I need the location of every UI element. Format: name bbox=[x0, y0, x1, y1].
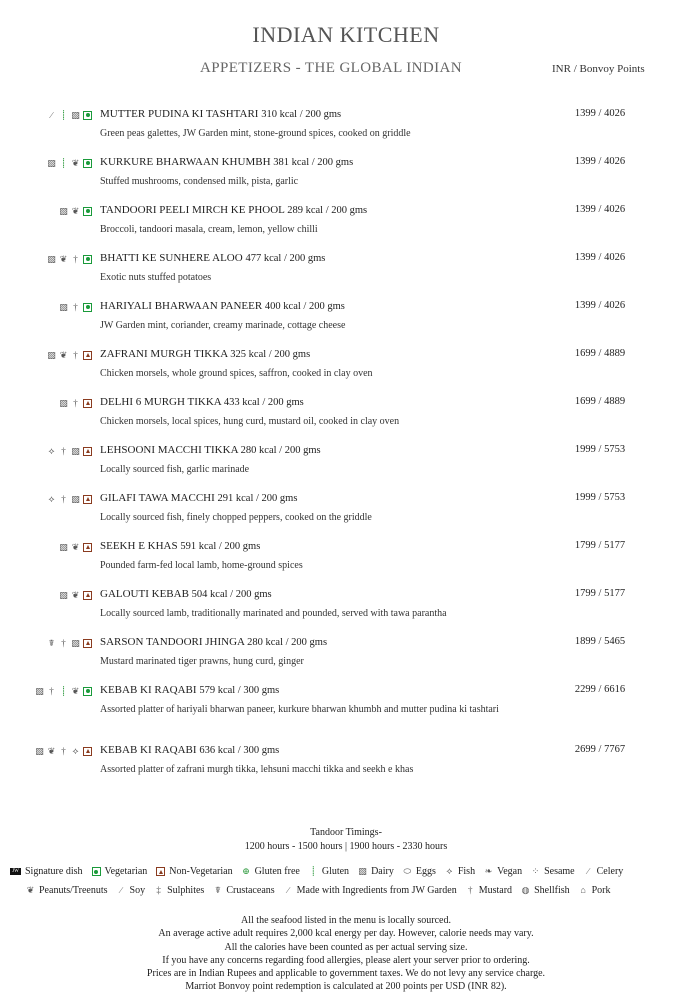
nonveg-icon bbox=[83, 399, 92, 408]
peanuts-icon: ❦ bbox=[59, 349, 68, 360]
sesame-icon: ⁘ bbox=[531, 866, 540, 876]
menu-item-description: JW Garden mint, coriander, creamy marinade, cottage cheese bbox=[100, 320, 346, 331]
shellfish-icon: ◍ bbox=[521, 885, 530, 895]
menu-item-price: 2299 / 6616 bbox=[574, 684, 626, 695]
menu-item-title: DELHI 6 MURGH TIKKA bbox=[100, 396, 222, 408]
menu-item-name bbox=[100, 396, 304, 408]
menu-item-title: MUTTER PUDINA KI TASHTARI bbox=[100, 108, 259, 120]
jw-garden-icon: ∕ bbox=[287, 885, 289, 895]
menu-item-title: LEHSOONI MACCHI TIKKA bbox=[100, 444, 238, 456]
legend-row-2 bbox=[10, 885, 695, 896]
menu-item-icons bbox=[59, 398, 92, 408]
menu-item-title: TANDOORI PEELI MIRCH KE PHOOL bbox=[100, 204, 285, 216]
dairy-icon: ▧ bbox=[59, 589, 68, 600]
timings-label: Tandoor Timings- bbox=[310, 827, 382, 838]
menu-item-kcal: 289 kcal / 200 gms bbox=[287, 205, 368, 216]
menu-item-title: SEEKH E KHAS bbox=[100, 540, 178, 552]
menu-item-name bbox=[100, 108, 341, 120]
menu-item-title: BHATTI KE SUNHERE ALOO bbox=[100, 252, 243, 264]
dairy-icon: ▧ bbox=[47, 349, 56, 360]
peanuts-icon: ❦ bbox=[26, 885, 35, 895]
dairy-icon: ▧ bbox=[71, 445, 80, 456]
footer-note: An average active adult requires 2,000 kcal energy per day. However, calorie needs may vary. bbox=[158, 928, 534, 940]
legend-item-veg bbox=[92, 866, 148, 877]
legend-item-eggs bbox=[403, 866, 436, 877]
veg-icon bbox=[92, 867, 101, 876]
nonveg-icon bbox=[156, 867, 165, 876]
mustard-icon: † bbox=[73, 301, 78, 312]
menu-item-description: Stuffed mushrooms, condensed milk, pista, garlic bbox=[100, 176, 299, 187]
nonveg-icon bbox=[83, 543, 92, 552]
menu-item bbox=[0, 348, 700, 396]
menu-item-title: KEBAB KI RAQABI bbox=[100, 744, 197, 756]
menu-item-price: 1399 / 4026 bbox=[574, 108, 626, 119]
legend-item-dairy bbox=[358, 866, 394, 877]
menu-item-icons bbox=[47, 494, 92, 504]
veg-icon bbox=[83, 687, 92, 696]
menu-item-description: Chicken morsels, whole ground spices, saffron, cooked in clay oven bbox=[100, 368, 373, 379]
gluten-icon: ⸽ bbox=[62, 685, 65, 696]
legend-label: Crustaceans bbox=[226, 885, 275, 896]
peanuts-icon: ❦ bbox=[71, 589, 80, 600]
legend-label: Peanuts/Treenuts bbox=[39, 885, 108, 896]
legend-item-vegan bbox=[484, 866, 522, 877]
mustard-icon: † bbox=[73, 253, 78, 264]
legend-item-signature bbox=[10, 866, 83, 877]
menu-item-icons bbox=[35, 686, 92, 696]
menu-item bbox=[0, 252, 700, 300]
menu-item-title: GALOUTI KEBAB bbox=[100, 588, 189, 600]
signature-icon: JW bbox=[10, 868, 21, 875]
peanuts-icon: ❦ bbox=[71, 205, 80, 216]
menu-item-kcal: 381 kcal / 200 gms bbox=[273, 157, 354, 168]
fish-icon: ⟡ bbox=[48, 445, 55, 456]
crustaceans-icon: ☤ bbox=[214, 885, 221, 895]
menu-item-description: Assorted platter of zafrani murgh tikka, lehsuni macchi tikka and seekh e khas bbox=[100, 764, 414, 775]
page-title: INDIAN KITCHEN bbox=[252, 22, 440, 47]
legend-label: Vegetarian bbox=[104, 866, 148, 877]
menu-item-kcal: 477 kcal / 200 gms bbox=[245, 253, 326, 264]
menu-item bbox=[0, 588, 700, 636]
menu-item-kcal: 636 kcal / 300 gms bbox=[199, 745, 280, 756]
section-subtitle: APPETIZERS - THE GLOBAL INDIAN bbox=[200, 60, 462, 76]
fish-icon: ⟡ bbox=[48, 493, 55, 504]
menu-item-name bbox=[100, 300, 345, 312]
footer-note: All the seafood listed in the menu is locally sourced. bbox=[241, 915, 451, 926]
peanuts-icon: ❦ bbox=[71, 541, 80, 552]
legend-item-crustaceans bbox=[213, 885, 274, 896]
legend-label: Made with Ingredients from JW Garden bbox=[296, 885, 457, 896]
menu-item-description: Mustard marinated tiger prawns, hung curd, ginger bbox=[100, 656, 304, 667]
celery-icon: ∕ bbox=[587, 866, 589, 876]
vegan-icon: ❧ bbox=[484, 866, 493, 876]
menu-item-price: 1399 / 4026 bbox=[574, 204, 626, 215]
nonveg-icon bbox=[83, 639, 92, 648]
dietary-legend bbox=[10, 866, 695, 904]
legend-item-gluten bbox=[309, 866, 349, 877]
nonveg-icon bbox=[83, 591, 92, 600]
legend-label: Gluten bbox=[321, 866, 350, 877]
dairy-icon: ▧ bbox=[35, 685, 44, 696]
menu-item-icons bbox=[47, 158, 92, 168]
legend-label: Soy bbox=[129, 885, 146, 896]
footer-notes bbox=[0, 914, 692, 994]
menu-item bbox=[0, 204, 700, 252]
veg-icon bbox=[83, 159, 92, 168]
menu-item-icons bbox=[35, 746, 92, 756]
dairy-icon: ▧ bbox=[47, 253, 56, 264]
menu-item bbox=[0, 636, 700, 684]
dairy-icon: ▧ bbox=[47, 157, 56, 168]
peanuts-icon: ❦ bbox=[71, 157, 80, 168]
legend-row-1 bbox=[10, 866, 695, 877]
menu-item bbox=[0, 540, 700, 588]
crustaceans-icon: ☤ bbox=[48, 637, 55, 648]
mustard-icon: † bbox=[73, 397, 78, 408]
legend-item-shellfish bbox=[521, 885, 570, 896]
veg-icon bbox=[83, 255, 92, 264]
menu-item-icons bbox=[47, 350, 92, 360]
veg-icon bbox=[83, 207, 92, 216]
menu-item-description: Assorted platter of hariyali bharwan paneer, kurkure bharwan khumbh and mutter pudina ki tashtari bbox=[100, 704, 499, 715]
eggs-icon: ⬭ bbox=[403, 866, 412, 876]
footer-note: Prices are in Indian Rupees and applicable to government taxes. We do not levy any service charge. bbox=[146, 968, 546, 980]
menu-item-title: SARSON TANDOORI JHINGA bbox=[100, 636, 245, 648]
menu-item-description: Locally sourced lamb, traditionally marinated and pounded, served with tawa parantha bbox=[100, 608, 447, 619]
veg-icon bbox=[83, 303, 92, 312]
menu-item-name bbox=[100, 744, 279, 756]
menu-item-icons bbox=[47, 638, 92, 648]
gluten-icon: ⸽ bbox=[62, 109, 65, 120]
legend-item-gluten-free bbox=[242, 866, 300, 877]
menu-item-description: Green peas galettes, JW Garden mint, stone-ground spices, cooked on griddle bbox=[100, 128, 411, 139]
menu-item bbox=[0, 396, 700, 444]
fish-icon: ⟡ bbox=[72, 745, 79, 756]
legend-item-pork bbox=[579, 885, 611, 896]
legend-label: Fish bbox=[457, 866, 476, 877]
menu-item-price: 1699 / 4889 bbox=[574, 348, 626, 359]
menu-item-kcal: 591 kcal / 200 gms bbox=[180, 541, 261, 552]
menu-item bbox=[0, 492, 700, 540]
nonveg-icon bbox=[83, 447, 92, 456]
peanuts-icon: ❦ bbox=[47, 745, 56, 756]
price-column-header: INR / Bonvoy Points bbox=[552, 63, 645, 75]
menu-item-icons bbox=[59, 302, 92, 312]
menu-item-kcal: 579 kcal / 300 gms bbox=[199, 685, 280, 696]
dairy-icon: ▧ bbox=[59, 205, 68, 216]
legend-label: Shellfish bbox=[534, 885, 570, 896]
menu-item-price: 1999 / 5753 bbox=[574, 444, 626, 455]
menu-item-icons bbox=[47, 254, 92, 264]
soy-icon: ∕ bbox=[120, 885, 122, 895]
menu-item-kcal: 280 kcal / 200 gms bbox=[240, 445, 321, 456]
menu-item-kcal: 280 kcal / 200 gms bbox=[247, 637, 328, 648]
peanuts-icon: ❦ bbox=[71, 685, 80, 696]
legend-item-fish bbox=[445, 866, 475, 877]
menu-item-name bbox=[100, 444, 321, 456]
legend-label: Celery bbox=[596, 866, 624, 877]
legend-label: Pork bbox=[591, 885, 611, 896]
legend-item-peanuts bbox=[26, 885, 108, 896]
fish-icon: ⟡ bbox=[446, 866, 453, 876]
dairy-icon: ▧ bbox=[35, 745, 44, 756]
dairy-icon: ▧ bbox=[59, 301, 68, 312]
legend-label: Mustard bbox=[478, 885, 513, 896]
legend-label: Sesame bbox=[544, 866, 575, 877]
nonveg-icon bbox=[83, 351, 92, 360]
menu-item-name bbox=[100, 492, 297, 504]
legend-label: Vegan bbox=[497, 866, 523, 877]
dairy-icon: ▧ bbox=[59, 541, 68, 552]
footer-note: If you have any concerns regarding food allergies, please alert your server prior to ordering. bbox=[162, 954, 530, 966]
footer-note: All the calories have been counted as per actual serving size. bbox=[224, 941, 468, 953]
legend-item-mustard bbox=[466, 885, 512, 896]
dairy-icon: ▧ bbox=[59, 397, 68, 408]
menu-item-description: Locally sourced fish, finely chopped peppers, cooked on the griddle bbox=[100, 512, 372, 523]
menu-item-price: 1399 / 4026 bbox=[574, 252, 626, 263]
legend-item-nonveg bbox=[156, 866, 232, 877]
mustard-icon: † bbox=[467, 885, 473, 895]
menu-item-title: HARIYALI BHARWAAN PANEER bbox=[100, 300, 263, 312]
mustard-icon: † bbox=[61, 637, 66, 648]
menu-item-name bbox=[100, 636, 327, 648]
menu-item-name bbox=[100, 348, 310, 360]
dairy-icon: ▧ bbox=[71, 637, 80, 648]
mustard-icon: † bbox=[49, 685, 54, 696]
menu-item-name bbox=[100, 588, 272, 600]
menu-item-price: 1899 / 5465 bbox=[574, 636, 626, 647]
menu-item bbox=[0, 300, 700, 348]
menu-item-price: 1399 / 4026 bbox=[574, 300, 626, 311]
menu-item bbox=[0, 684, 700, 744]
menu-item-description: Locally sourced fish, garlic marinade bbox=[100, 464, 250, 475]
gluten-icon: ⸽ bbox=[62, 157, 65, 168]
menu-item-icons bbox=[59, 206, 92, 216]
legend-item-sulphites bbox=[154, 885, 204, 896]
menu-item-name bbox=[100, 252, 325, 264]
menu-item bbox=[0, 444, 700, 492]
menu-item-kcal: 433 kcal / 200 gms bbox=[223, 397, 304, 408]
menu-item bbox=[0, 156, 700, 204]
timings-hours: 1200 hours - 1500 hours | 1900 hours - 2330 hours bbox=[244, 841, 448, 852]
peanuts-icon: ❦ bbox=[59, 253, 68, 264]
menu-item-description: Pounded farm-fed local lamb, home-ground spices bbox=[100, 560, 303, 571]
menu-items-list bbox=[0, 108, 700, 792]
menu-item-title: ZAFRANI MURGH TIKKA bbox=[100, 348, 228, 360]
legend-label: Dairy bbox=[371, 866, 394, 877]
menu-item-kcal: 325 kcal / 200 gms bbox=[230, 349, 311, 360]
legend-item-sesame bbox=[531, 866, 575, 877]
menu-item-kcal: 310 kcal / 200 gms bbox=[261, 109, 342, 120]
menu-item-price: 1399 / 4026 bbox=[574, 156, 626, 167]
mustard-icon: † bbox=[73, 349, 78, 360]
dairy-icon: ▧ bbox=[71, 493, 80, 504]
menu-item-price: 2699 / 7767 bbox=[574, 744, 626, 755]
menu-item-price: 1799 / 5177 bbox=[574, 588, 626, 599]
menu-item-price: 1699 / 4889 bbox=[574, 396, 626, 407]
menu-item-kcal: 400 kcal / 200 gms bbox=[264, 301, 345, 312]
footer-note: Marriot Bonvoy point redemption is calculated at 200 points per USD (INR 82). bbox=[185, 981, 507, 993]
dairy-icon: ▧ bbox=[71, 109, 80, 120]
legend-item-jw-garden bbox=[284, 885, 457, 896]
legend-item-soy bbox=[117, 885, 146, 896]
sulphites-icon: ‡ bbox=[156, 885, 161, 895]
menu-item-kcal: 504 kcal / 200 gms bbox=[191, 589, 272, 600]
legend-label: Non-Vegetarian bbox=[169, 866, 233, 877]
menu-item-name bbox=[100, 156, 353, 168]
veg-icon bbox=[83, 111, 92, 120]
legend-item-celery bbox=[584, 866, 624, 877]
menu-item-title: KEBAB KI RAQABI bbox=[100, 684, 197, 696]
mustard-icon: † bbox=[61, 745, 66, 756]
menu-item bbox=[0, 744, 700, 792]
gluten-free-icon: ⊕ bbox=[242, 866, 250, 876]
legend-label: Sulphites bbox=[167, 885, 205, 896]
legend-label: Signature dish bbox=[25, 866, 83, 877]
celery-icon: ∕ bbox=[50, 109, 53, 120]
menu-item-title: GILAFI TAWA MACCHI bbox=[100, 492, 215, 504]
tandoor-timings bbox=[0, 826, 692, 854]
dairy-icon: ▧ bbox=[358, 866, 367, 876]
legend-label: Gluten free bbox=[254, 866, 300, 877]
pork-icon: ⌂ bbox=[580, 885, 586, 895]
menu-item-name bbox=[100, 204, 367, 216]
menu-item-icons bbox=[59, 590, 92, 600]
menu-item-description: Chicken morsels, local spices, hung curd, mustard oil, cooked in clay oven bbox=[100, 416, 400, 427]
menu-item-price: 1799 / 5177 bbox=[574, 540, 626, 551]
menu-item-description: Exotic nuts stuffed potatoes bbox=[100, 272, 212, 283]
menu-item-description: Broccoli, tandoori masala, cream, lemon, yellow chilli bbox=[100, 224, 318, 235]
nonveg-icon bbox=[83, 747, 92, 756]
menu-item-icons bbox=[59, 542, 92, 552]
menu-item-icons bbox=[47, 110, 92, 120]
mustard-icon: † bbox=[61, 445, 66, 456]
menu-item-kcal: 291 kcal / 200 gms bbox=[217, 493, 298, 504]
gluten-icon: ⸽ bbox=[312, 866, 315, 876]
nonveg-icon bbox=[83, 495, 92, 504]
mustard-icon: † bbox=[61, 493, 66, 504]
menu-item bbox=[0, 108, 700, 156]
menu-item-name bbox=[100, 684, 279, 696]
menu-item-price: 1999 / 5753 bbox=[574, 492, 626, 503]
menu-item-title: KURKURE BHARWAAN KHUMBH bbox=[100, 156, 271, 168]
legend-label: Eggs bbox=[415, 866, 436, 877]
menu-item-icons bbox=[47, 446, 92, 456]
menu-item-name bbox=[100, 540, 260, 552]
